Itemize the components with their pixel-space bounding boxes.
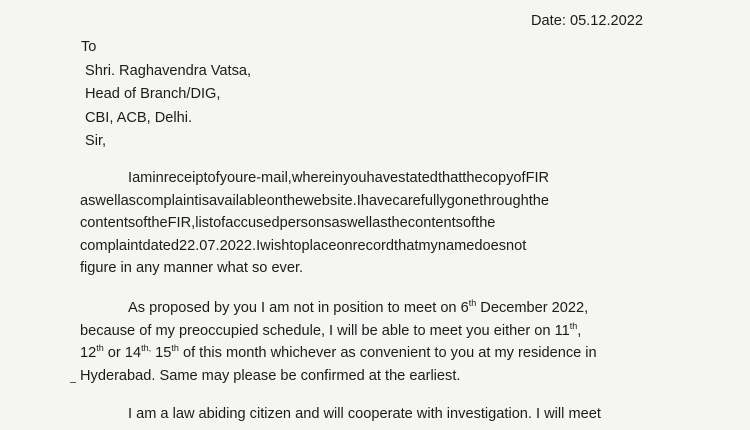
word: is: [198, 192, 209, 209]
word: not: [506, 237, 527, 254]
word: the: [147, 215, 168, 232]
word: dated: [142, 237, 179, 254]
word: as: [331, 215, 347, 232]
text-run: 15: [151, 345, 172, 362]
word: does: [474, 237, 507, 254]
paragraph-line: Hyderabad. Same may please be confirmed at the earliest.: [80, 367, 461, 384]
word: as: [80, 192, 96, 209]
word: of: [462, 215, 476, 232]
word: persons: [279, 215, 332, 232]
paragraph-line: [80, 297, 675, 320]
word: carefully: [392, 192, 447, 209]
paragraph-line: [80, 212, 675, 235]
paragraph-line: figure in any manner what so ever.: [80, 260, 304, 277]
paragraph-line: [80, 320, 675, 343]
text-run: or 14: [103, 345, 142, 362]
word: complaint: [135, 192, 199, 209]
word: place: [301, 237, 337, 254]
word: the: [475, 215, 496, 232]
word: the: [528, 192, 550, 209]
word: the: [387, 215, 408, 232]
paragraph-receipt: [80, 167, 675, 280]
word: I: [128, 170, 133, 186]
word: contents: [80, 215, 136, 232]
text-run: December 2022,: [476, 300, 589, 316]
word: available: [209, 192, 267, 209]
word: that: [394, 237, 419, 254]
recipient-office: CBI, ACB, Delhi.: [85, 109, 193, 126]
salutation-to: To: [81, 39, 97, 55]
word: you: [342, 170, 367, 186]
paragraph-line: [80, 167, 675, 190]
word: of: [207, 170, 220, 186]
word: the: [462, 170, 483, 186]
word: am: [132, 170, 153, 186]
ordinal-suffix: th: [171, 343, 179, 354]
address-block: [81, 36, 251, 154]
word: through: [479, 192, 529, 209]
word: website.: [303, 192, 357, 209]
word: on: [266, 192, 283, 209]
text-run: because of my preoccupied schedule, I will be able to meet you either on 11: [80, 322, 570, 339]
word: FIR,: [167, 215, 196, 232]
ordinal-suffix: th: [96, 343, 104, 354]
recipient-designation: Head of Branch/DIG,: [85, 86, 221, 102]
word: in: [152, 170, 164, 186]
paragraph-meeting: [80, 297, 675, 387]
word: I: [356, 192, 361, 209]
recipient-name: Shri. Raghavendra Vatsa,: [85, 62, 252, 79]
greeting: Sir,: [85, 133, 107, 149]
paragraph-line: [80, 235, 675, 258]
word: gone: [446, 192, 480, 209]
word: I: [256, 237, 261, 254]
word: stated: [398, 170, 438, 186]
text-run: ,: [577, 322, 582, 339]
paragraph-cooperate: [80, 403, 675, 426]
word: as: [120, 192, 136, 209]
word: record: [352, 237, 395, 254]
word: your: [219, 170, 249, 186]
word: of: [135, 215, 148, 232]
word: my: [418, 237, 438, 254]
text-run: As proposed by you I am not in position to meet on 6: [128, 300, 469, 316]
letter-date: Date: 05.12.2022: [531, 13, 643, 29]
word: FIR: [525, 170, 550, 186]
word: contents: [407, 215, 463, 232]
word: name: [437, 237, 475, 254]
margin-mark: [70, 382, 76, 383]
word: wherein: [291, 170, 343, 186]
paragraph-line: [80, 342, 675, 365]
word: have: [360, 192, 393, 209]
ordinal-suffix: th: [569, 320, 578, 331]
word: as: [372, 215, 388, 232]
word: accused: [225, 215, 280, 232]
word: receipt: [163, 170, 208, 186]
word: that: [437, 170, 463, 186]
paragraph-line: I am a law abiding citizen and will cooperate with investigation. I will meet: [128, 406, 601, 422]
word: e-mail,: [248, 170, 292, 186]
word: complaint: [80, 237, 143, 254]
word: of: [213, 215, 226, 232]
word: well: [346, 215, 373, 232]
paragraph-line: [80, 190, 675, 213]
ordinal-suffix: th,: [141, 343, 152, 354]
text-run: 12: [80, 345, 97, 362]
word: 22.07.2022.: [179, 237, 257, 254]
word: have: [366, 170, 399, 186]
ordinal-suffix: th: [468, 298, 477, 308]
word: well: [95, 192, 121, 209]
text-run: of this month whichever as convenient to you at my residence in: [178, 345, 597, 362]
word: the: [282, 192, 304, 209]
word: to: [289, 237, 302, 254]
word: copy: [482, 170, 514, 186]
word: of: [513, 170, 526, 186]
word: wish: [260, 237, 290, 254]
word: on: [336, 237, 353, 254]
word: list: [195, 215, 214, 232]
